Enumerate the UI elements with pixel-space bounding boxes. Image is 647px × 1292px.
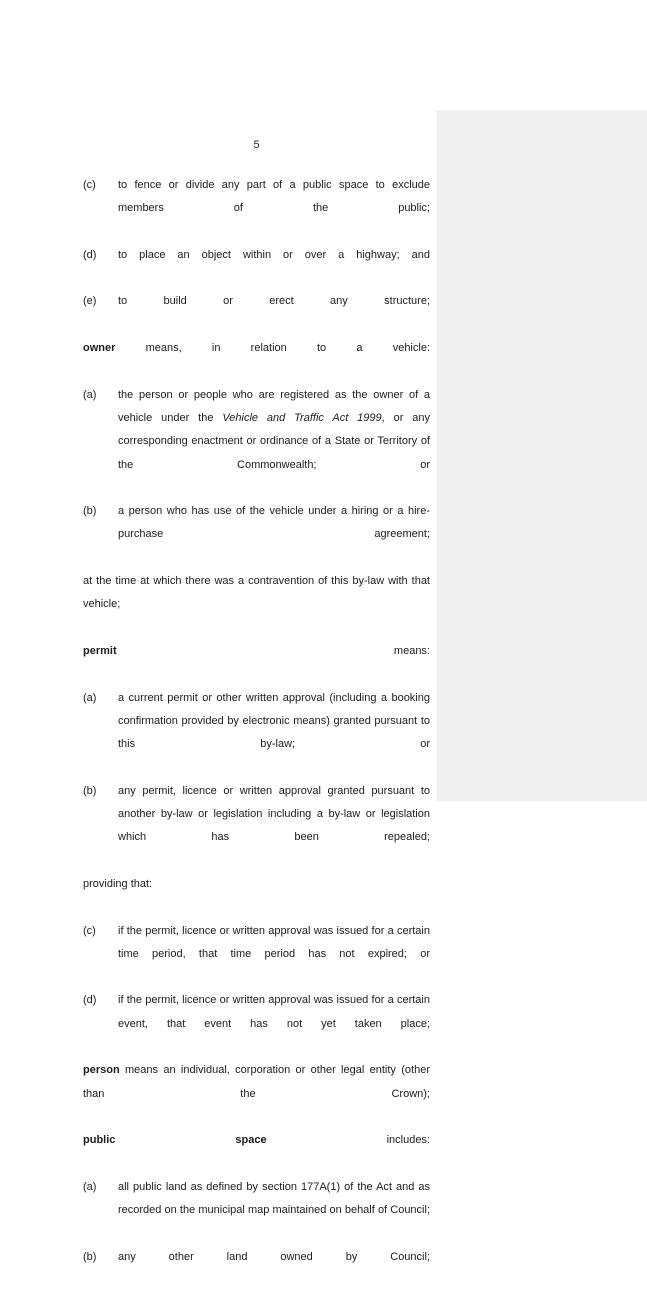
definition-owner bbox=[83, 337, 430, 384]
clause-label: (b) bbox=[83, 784, 97, 797]
defined-term: permit bbox=[83, 644, 117, 657]
clause-text-after-act: , or any corresponding enactment or ordinance of a State or Territory of the Commonwealth; or bbox=[118, 411, 430, 471]
definition-text: means, in relation to a vehicle: bbox=[115, 342, 430, 355]
clause-text: a current permit or other written approval (including a booking confirmation provided by electronic means) granted pursuant to this by-law; or bbox=[118, 691, 430, 751]
clause-e bbox=[83, 290, 430, 337]
by-law-definitions-list bbox=[83, 174, 430, 1292]
clause-d bbox=[83, 989, 430, 1059]
definition-text: means: bbox=[116, 644, 430, 657]
paragraph: providing that: bbox=[83, 877, 153, 890]
clause-b bbox=[83, 500, 430, 570]
clause-text-before-act: the person or people who are registered as the owner of a vehicle under the bbox=[118, 388, 430, 424]
clause-b bbox=[83, 780, 430, 873]
clause-text: if the permit, licence or written approval was issued for a certain time period, that time period has not expired; or bbox=[118, 924, 430, 960]
defined-term: owner bbox=[83, 342, 116, 355]
clause-text: to build or erect any structure; bbox=[118, 295, 430, 308]
document-page-content bbox=[83, 138, 430, 1292]
clause-label: (b) bbox=[83, 505, 97, 518]
defined-term: public space bbox=[83, 1134, 267, 1147]
definition-person bbox=[83, 1059, 430, 1129]
definition-text: means an individual, corporation or other legal entity (other than the Crown); bbox=[83, 1064, 430, 1100]
clause-label: (d) bbox=[83, 994, 97, 1007]
clause-label: (c) bbox=[83, 924, 96, 937]
clause-text: a person who has use of the vehicle under a hiring or a hire-purchase agreement; bbox=[118, 505, 430, 541]
clause-text: any permit, licence or written approval granted pursuant to another by-law or legislation including a by-law or legislation which has been repealed; bbox=[118, 784, 430, 844]
clause-d bbox=[83, 244, 430, 291]
definition-text: includes: bbox=[266, 1134, 430, 1147]
defined-term: person bbox=[83, 1064, 120, 1077]
clause-a bbox=[83, 687, 430, 780]
clause-label: (a) bbox=[83, 1180, 97, 1193]
clause-a bbox=[83, 1176, 430, 1246]
clause-label: (b) bbox=[83, 1250, 97, 1263]
clause-text: all public land as defined by section 177A(1) of the Act and as recorded on the municipal map maintained on behalf of Council; bbox=[118, 1180, 430, 1217]
clause-label: (e) bbox=[83, 295, 97, 308]
clause-label: (c) bbox=[83, 179, 96, 191]
clause-a bbox=[83, 384, 430, 500]
clause-text: to place an object within or over a highway; and bbox=[118, 248, 430, 261]
clause-text: to fence or divide any part of a public space to exclude members of the public; bbox=[118, 179, 430, 215]
clause-text: any other land owned by Council; bbox=[118, 1250, 430, 1263]
definition-public-space bbox=[83, 1129, 430, 1176]
paragraph: at the time at which there was a contravention of this by-law with that vehicle; bbox=[83, 575, 430, 611]
clause-c bbox=[83, 920, 430, 990]
clause-label: (a) bbox=[83, 388, 97, 401]
clause-text: if the permit, licence or written approval was issued for a certain event, that event has not yet taken place; bbox=[118, 994, 430, 1030]
clause-b bbox=[83, 1246, 430, 1292]
clause-label: (d) bbox=[83, 248, 97, 261]
clause-label: (a) bbox=[83, 691, 97, 704]
clause-c bbox=[83, 174, 430, 244]
clause-text bbox=[118, 384, 430, 500]
right-margin-panel bbox=[436, 110, 647, 801]
page-number: 5 bbox=[253, 139, 260, 151]
act-citation: Vehicle and Traffic Act 1999 bbox=[222, 411, 382, 424]
definition-permit bbox=[83, 640, 430, 687]
